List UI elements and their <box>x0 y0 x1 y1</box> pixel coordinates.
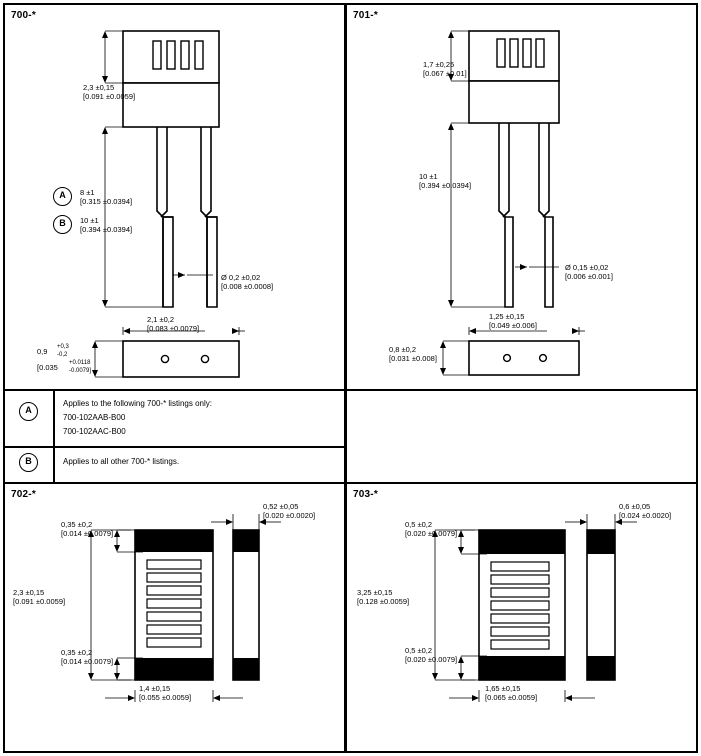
dim-701-lead-dia-imperial: [0.006 ±0.001] <box>565 272 613 281</box>
dim-700-body-width: 2,1 ±0,2 <box>147 315 175 324</box>
dim-703-thickness: 0,6 ±0,05 <box>619 502 651 511</box>
note-a-line3: 700-102AAC-B00 <box>63 427 126 436</box>
dim-702-bottom-pad: 0,35 ±0,2 <box>61 648 93 657</box>
dim-701-thickness-imperial: [0.031 ±0.008] <box>389 354 437 363</box>
dim-700-body-width-imperial: [0.083 ±0.0079] <box>147 324 200 333</box>
dim-702-body-width-imperial: [0.055 ±0.0059] <box>139 693 192 702</box>
dim-700-thickness-imperial: [0.035 <box>37 363 58 372</box>
dim-700-thickness-imperial-minus: -0.0079] <box>69 368 92 374</box>
dim-700-lead-b-imperial: [0.394 ±0.0394] <box>80 225 133 234</box>
panel-700-title: 700-* <box>11 10 36 21</box>
dim-701-body-height: 1,7 ±0,25 <box>423 60 455 69</box>
dim-700-lead-dia-imperial: [0.008 ±0.0008] <box>221 282 274 291</box>
notes-column-divider <box>53 391 55 482</box>
dim-701-thickness: 0,8 ±0,2 <box>389 345 417 354</box>
dim-702-top-pad: 0,35 ±0,2 <box>61 520 93 529</box>
dim-701-body-width: 1,25 ±0,15 <box>489 312 525 321</box>
dim-703-top-pad-imperial: [0.020 ±0.0079] <box>405 529 458 538</box>
dim-700-thickness-imperial-plus: +0.0118 <box>69 360 91 366</box>
panel-703-drawing <box>347 484 696 751</box>
dim-702-overall-height: 2,3 ±0,15 <box>13 588 45 597</box>
dim-700-body-height: 2,3 ±0,15 <box>83 83 115 92</box>
dim-701-lead-length-imperial: [0.394 ±0.0394] <box>419 181 472 190</box>
dim-703-body-width: 1,65 ±0,15 <box>485 684 521 693</box>
dim-700-lead-a: 8 ±1 <box>80 188 95 197</box>
dim-700-thickness-tolminus: -0,2 <box>57 352 68 358</box>
callout-b-700: B <box>53 215 72 234</box>
panel-notes-blank <box>345 389 698 484</box>
panel-702-title: 702-* <box>11 489 36 500</box>
note-letter-b: B <box>19 453 38 472</box>
note-a-line1: Applies to the following 700-* listings only: <box>63 399 212 408</box>
panel-702-drawing <box>5 484 344 751</box>
dim-700-body-height-imperial: [0.091 ±0.0059] <box>83 92 136 101</box>
dim-703-overall-height-imperial: [0.128 ±0.0059] <box>357 597 410 606</box>
dim-702-body-width: 1,4 ±0,15 <box>139 684 171 693</box>
dim-702-thickness: 0,52 ±0,05 <box>263 502 299 511</box>
panel-703 <box>345 482 698 753</box>
dim-701-body-width-imperial: [0.049 ±0.006] <box>489 321 537 330</box>
panel-703-title: 703-* <box>353 489 378 500</box>
note-a-line2: 700-102AAB-B00 <box>63 413 126 422</box>
dim-703-body-width-imperial: [0.065 ±0.0059] <box>485 693 538 702</box>
note-b-text: Applies to all other 700-* listings. <box>63 457 180 466</box>
panel-700 <box>3 3 346 391</box>
dim-703-overall-height: 3,25 ±0,15 <box>357 588 393 597</box>
dim-700-thickness-tolplus: +0,3 <box>57 344 69 350</box>
dim-700-lead-a-imperial: [0.315 ±0.0394] <box>80 197 133 206</box>
dim-701-lead-length: 10 ±1 <box>419 172 438 181</box>
panel-701 <box>345 3 698 391</box>
callout-a-700: A <box>53 187 72 206</box>
dim-702-bottom-pad-imperial: [0.014 ±0.0079] <box>61 657 114 666</box>
dim-700-thickness: 0,9 <box>37 347 48 356</box>
dim-700-lead-dia: Ø 0,2 ±0,02 <box>221 273 261 282</box>
dim-700-lead-b: 10 ±1 <box>80 216 99 225</box>
dim-703-top-pad: 0,5 ±0,2 <box>405 520 433 529</box>
note-letter-a: A <box>19 402 38 421</box>
notes-row-divider <box>5 446 344 448</box>
dim-703-bottom-pad-imperial: [0.020 ±0.0079] <box>405 655 458 664</box>
panel-notes <box>3 389 346 484</box>
dim-703-thickness-imperial: [0.024 ±0.0020] <box>619 511 672 520</box>
dim-702-overall-height-imperial: [0.091 ±0.0059] <box>13 597 66 606</box>
dim-703-bottom-pad: 0,5 ±0,2 <box>405 646 433 655</box>
dim-702-top-pad-imperial: [0.014 ±0.0079] <box>61 529 114 538</box>
panel-701-title: 701-* <box>353 10 378 21</box>
dim-702-thickness-imperial: [0.020 ±0.0020] <box>263 511 316 520</box>
dim-701-body-height-imperial: [0.067 ±0.01] <box>423 69 467 78</box>
panel-701-drawing <box>347 5 696 389</box>
dim-701-lead-dia: Ø 0,15 ±0,02 <box>565 263 609 272</box>
panel-702 <box>3 482 346 753</box>
